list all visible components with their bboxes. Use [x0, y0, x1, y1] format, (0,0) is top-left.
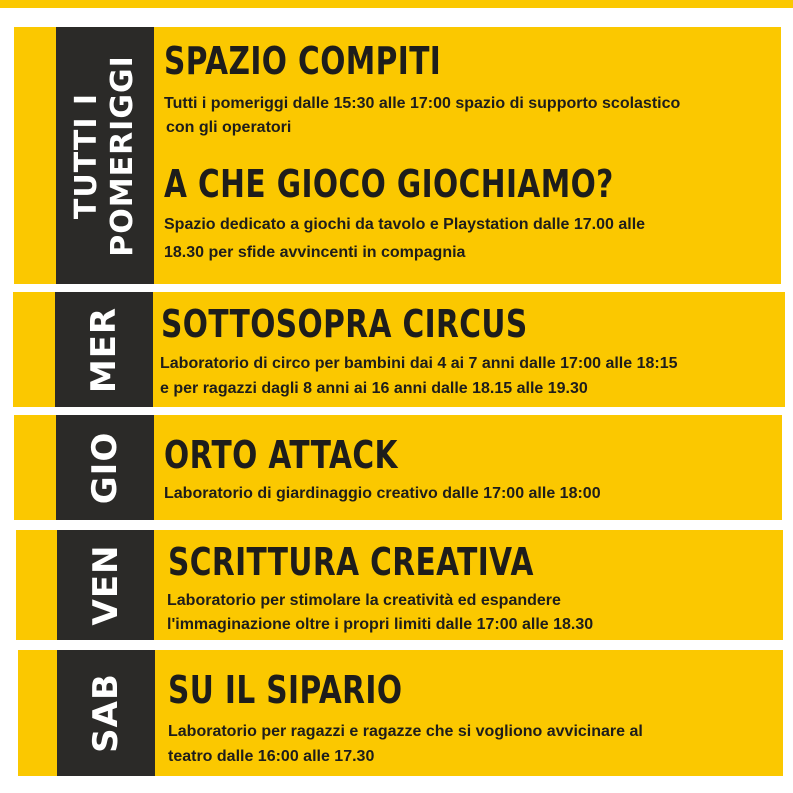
event-card-ven	[16, 530, 783, 640]
event-desc-line-2: e per ragazzi dagli 8 anni ai 16 anni dalle 18.15 alle 19.30	[160, 380, 588, 397]
day-tag-mer	[55, 292, 153, 407]
event-title-orto-attack: ORTO ATTACK	[164, 433, 398, 477]
day-tag-tutti-i-pomeriggi	[56, 27, 154, 284]
event-desc-line-1: Laboratorio di circo per bambini dai 4 ai 7 anni dalle 17:00 alle 18:15	[160, 355, 678, 372]
day-label: GIO	[85, 431, 125, 504]
event-desc-line-1: Laboratorio per ragazzi e ragazze che si vogliono avvicinare al	[168, 723, 643, 740]
event-desc-line-1: Tutti i pomeriggi dalle 15:30 alle 17:00 spazio di supporto scolastico	[164, 95, 681, 112]
event-title-scrittura-creativa: SCRITTURA CREATIVA	[168, 540, 534, 584]
event-desc-line-2: con gli operatori	[166, 119, 292, 136]
event-card-mer	[13, 292, 785, 407]
day-label: MER	[84, 306, 124, 393]
day-label-line-2: POMERIGGI	[105, 54, 140, 257]
event-desc-line-2: 18.30 per sfide avvincenti in compagnia	[164, 244, 466, 261]
event-title-spazio-compiti: SPAZIO COMPITI	[164, 39, 442, 83]
event-title-sottosopra-circus: SOTTOSOPRA CIRCUS	[161, 302, 528, 346]
event-desc-line-1: Spazio dedicato a giochi da tavolo e Playstation dalle 17.00 alle	[164, 216, 646, 233]
event-title-a-che-gioco-giochiamo: A CHE GIOCO GIOCHIAMO?	[164, 162, 614, 206]
event-card-tutti-i-pomeriggi	[14, 27, 781, 284]
event-card-gio	[14, 415, 782, 520]
event-desc-line-2: l'immaginazione oltre i propri limiti dalle 17:00 alle 18.30	[167, 616, 594, 633]
top-banner-edge	[0, 0, 793, 8]
day-tag-gio	[56, 415, 154, 520]
event-card-sab	[18, 650, 783, 776]
day-label-line-1: TUTTI I	[69, 92, 104, 219]
event-desc-line-2: teatro dalle 16:00 alle 17.30	[168, 748, 375, 765]
day-label: VEN	[85, 544, 126, 626]
day-tag-sab	[57, 650, 155, 776]
day-label: SAB	[86, 673, 126, 753]
event-title-su-il-sipario: SU IL SIPARIO	[168, 668, 403, 712]
event-desc-line-1: Laboratorio di giardinaggio creativo dalle 17:00 alle 18:00	[164, 485, 601, 502]
day-tag-ven	[57, 530, 154, 640]
day-label	[69, 55, 141, 257]
event-desc-line-1: Laboratorio per stimolare la creatività ed espandere	[167, 592, 561, 609]
